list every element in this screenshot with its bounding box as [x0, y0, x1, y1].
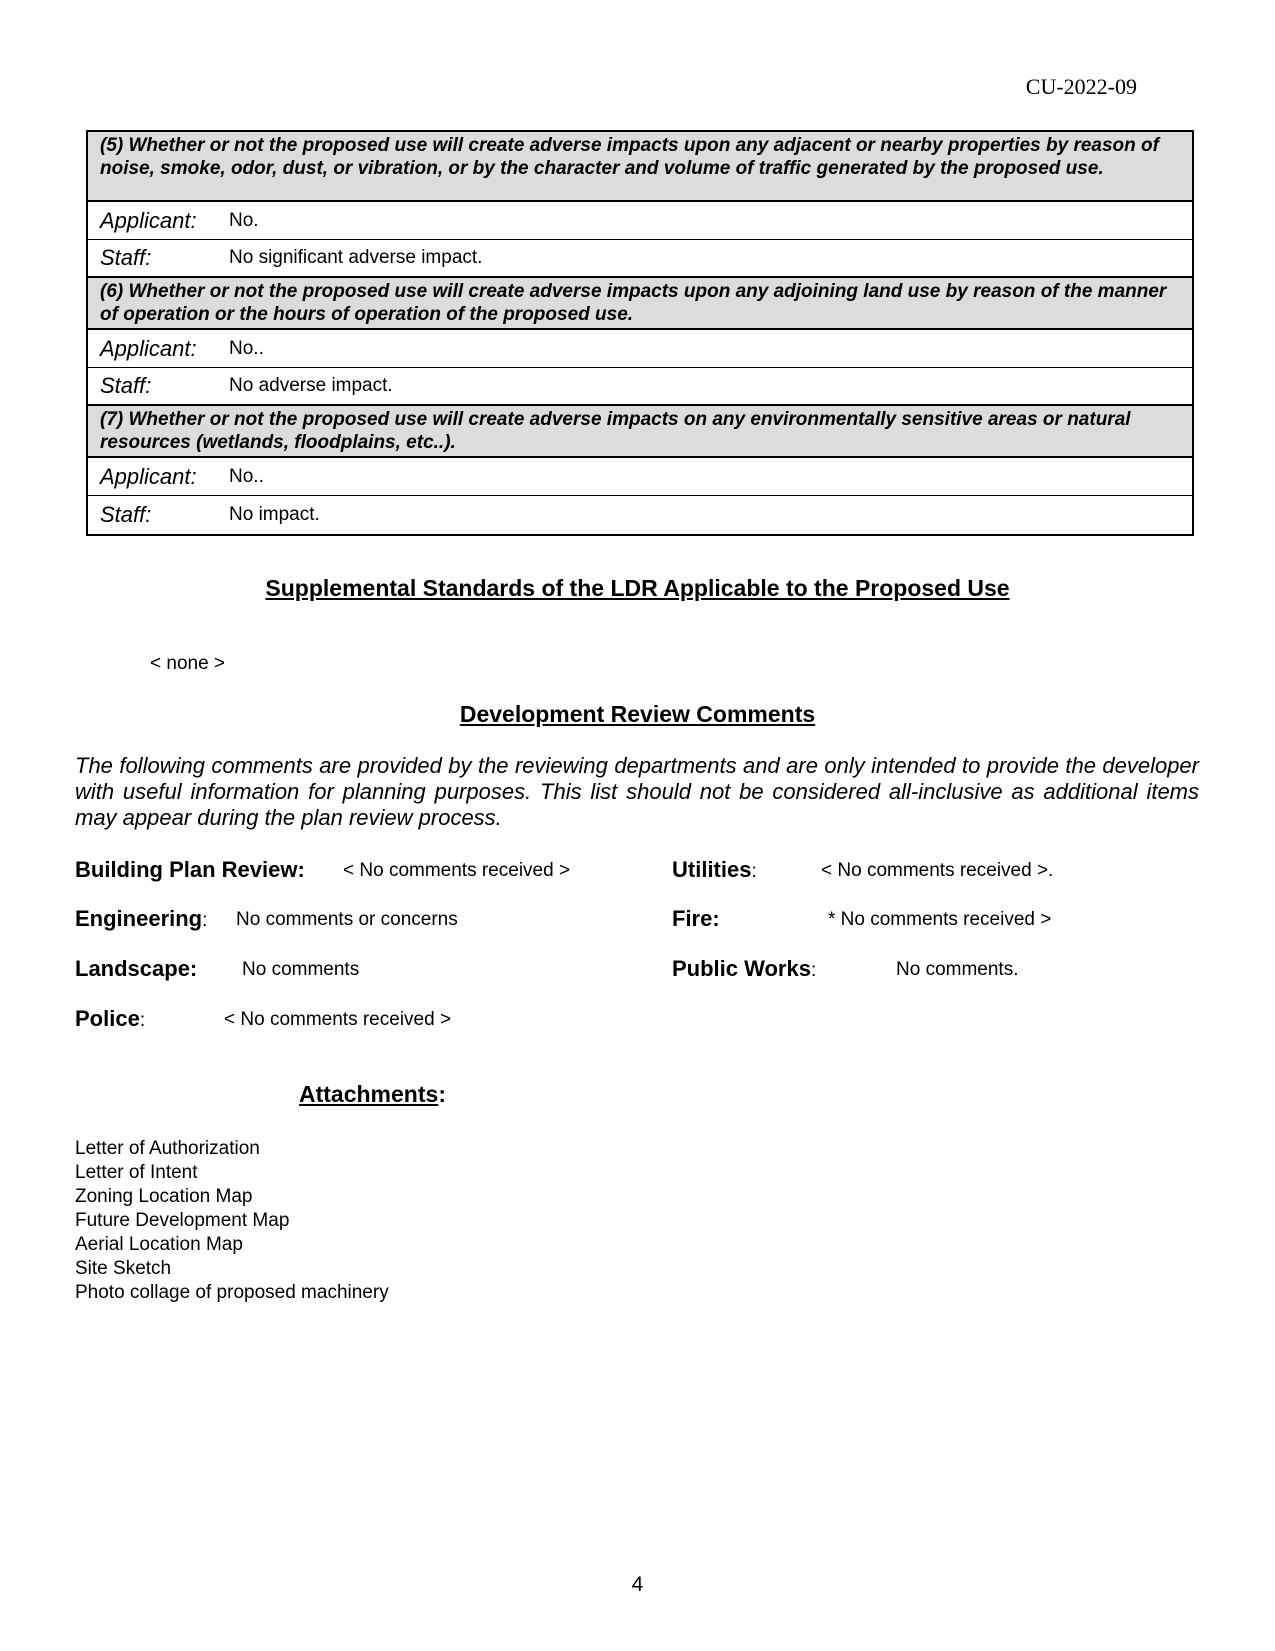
criteria-table — [86, 130, 1194, 536]
engineering-comment — [75, 906, 207, 932]
attachments-title — [299, 1081, 446, 1108]
attachment-item: Letter of Authorization — [75, 1138, 260, 1159]
applicant-response: No.. — [229, 465, 264, 487]
applicant-row — [88, 202, 1192, 240]
supplemental-standards-title: Supplemental Standards of the LDR Applicable to the Proposed Use — [265, 575, 1010, 601]
public-works-label: Public Works — [672, 956, 811, 981]
building-plan-review-comment — [75, 857, 305, 883]
criterion-question: (6) Whether or not the proposed use will create adverse impacts upon any adjoining land use by reason of the manner of operation or the hours of operation of the proposed use. — [88, 278, 1192, 330]
applicant-row — [88, 330, 1192, 368]
attachment-item: Photo collage of proposed machinery — [75, 1282, 389, 1303]
utilities-value: < No comments received >. — [821, 860, 1054, 881]
applicant-row — [88, 458, 1192, 496]
staff-row — [88, 368, 1192, 406]
engineering-label-colon: : — [202, 910, 208, 931]
public-works-value: No comments. — [896, 959, 1019, 980]
review-intro-text: The following comments are provided by the reviewing departments and are only intended to provide the developer with useful information for planning purposes. This list should not be considered all-inclusive as additional items may appear during the plan review process. — [75, 753, 1199, 830]
public-works-label-colon: : — [810, 960, 817, 981]
building-plan-review-value: < No comments received > — [343, 860, 571, 881]
fire-label: Fire: — [672, 906, 720, 931]
attachment-item: Site Sketch — [75, 1258, 172, 1279]
utilities-label: Utilities — [672, 857, 752, 882]
police-label-colon: : — [139, 1010, 146, 1031]
case-number: CU-2022-09 — [1025, 74, 1137, 99]
staff-response: No adverse impact. — [229, 375, 393, 396]
attachments-title-text: Attachments — [299, 1081, 439, 1107]
landscape-comment — [75, 956, 197, 982]
applicant-label: Applicant: — [100, 463, 197, 489]
criterion-question: (7) Whether or not the proposed use will create adverse impacts on any environmentally sensitive areas or natural resources (wetlands, floodplains, etc..). — [88, 406, 1192, 458]
police-label: Police — [75, 1006, 140, 1031]
staff-label: Staff: — [100, 502, 152, 527]
engineering-label: Engineering — [75, 906, 203, 931]
landscape-value: No comments — [242, 959, 360, 980]
attachments-list — [75, 1137, 389, 1305]
fire-value: * No comments received > — [828, 909, 1052, 930]
attachment-item: Zoning Location Map — [75, 1186, 253, 1207]
landscape-label: Landscape: — [75, 956, 198, 981]
building-plan-review-label: Building Plan Review: — [75, 857, 305, 882]
utilities-label-colon: : — [751, 861, 757, 882]
engineering-value: No comments or concerns — [236, 909, 458, 930]
supplemental-standards-value: < none > — [150, 653, 226, 674]
police-comment — [75, 1006, 145, 1032]
attachment-item: Aerial Location Map — [75, 1234, 243, 1255]
attachment-item: Letter of Intent — [75, 1162, 198, 1183]
review-comments-title: Development Review Comments — [459, 701, 816, 727]
applicant-label: Applicant: — [100, 207, 197, 233]
staff-label: Staff: — [100, 245, 152, 270]
police-value: < No comments received > — [224, 1009, 452, 1030]
utilities-comment — [672, 857, 757, 883]
staff-label: Staff: — [100, 373, 152, 398]
staff-row — [88, 240, 1192, 278]
criterion-question: (5) Whether or not the proposed use will create adverse impacts upon any adjacent or nearby properties by reason of noise, smoke, odor, dust, or vibration, or by the character and volume of traffic generated by the proposed use. — [88, 132, 1192, 202]
staff-row — [88, 496, 1192, 534]
applicant-label: Applicant: — [100, 335, 197, 361]
attachment-item: Future Development Map — [75, 1210, 290, 1231]
applicant-response: No. — [229, 209, 259, 231]
attachments-title-colon: : — [438, 1081, 446, 1107]
staff-response: No significant adverse impact. — [229, 247, 483, 268]
page-number: 4 — [631, 1573, 644, 1596]
public-works-comment — [672, 956, 816, 982]
staff-response: No impact. — [229, 504, 320, 525]
fire-comment — [672, 906, 720, 932]
applicant-response: No.. — [229, 337, 264, 359]
